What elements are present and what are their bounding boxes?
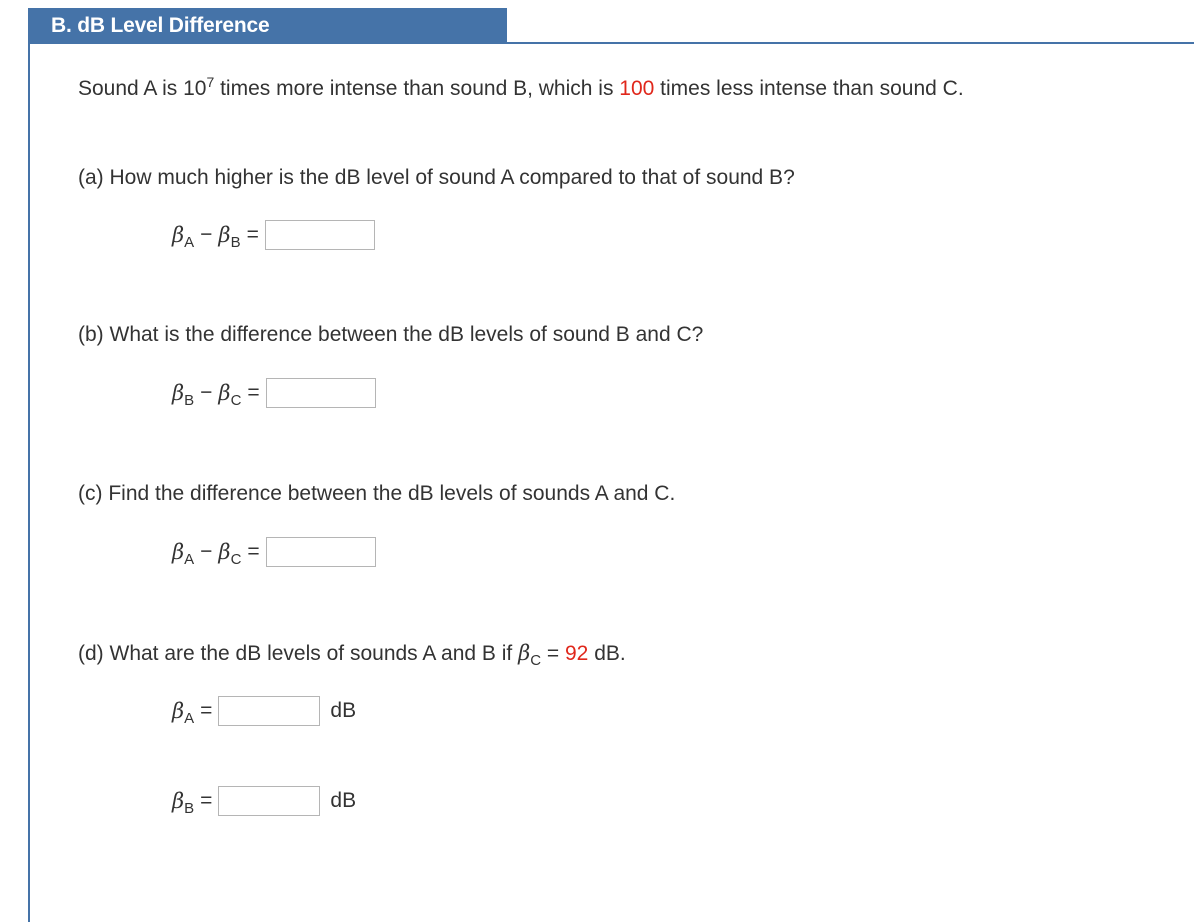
- question-b: (b) What is the difference between the dB levels of sound B and C?: [78, 323, 704, 346]
- equation-d-a: [172, 696, 356, 726]
- beta-symbol: $\beta_B$: [218, 223, 241, 251]
- header-divider: [28, 42, 1194, 44]
- minus-sign: −: [200, 540, 213, 563]
- equation-c: [172, 537, 376, 567]
- equals-sign: =: [247, 381, 260, 404]
- question-d: [78, 641, 626, 669]
- question-panel: [28, 8, 1194, 922]
- minus-sign: −: [200, 381, 213, 404]
- equation-d-b: [172, 786, 356, 816]
- statement-highlight-value: 100: [619, 77, 655, 100]
- beta-symbol: $\beta_B$: [172, 789, 195, 817]
- question-a: (a) How much higher is the dB level of sound A compared to that of sound B?: [78, 166, 795, 189]
- answer-input-d-beta-a[interactable]: [218, 696, 320, 726]
- beta-symbol: $\beta_C$: [218, 540, 242, 568]
- statement-exponent: 7: [206, 74, 215, 90]
- equals-sign: =: [246, 223, 259, 246]
- beta-symbol: $\beta_A$: [172, 223, 195, 251]
- beta-symbol: $\beta_B$: [172, 381, 195, 409]
- beta-symbol: $\beta_C$: [518, 641, 542, 669]
- answer-input-b[interactable]: [266, 378, 376, 408]
- equals-sign: =: [247, 540, 260, 563]
- question-c: (c) Find the difference between the dB levels of sounds A and C.: [78, 482, 676, 505]
- answer-input-a[interactable]: [265, 220, 375, 250]
- equals-sign: =: [200, 699, 213, 722]
- equals-sign: =: [200, 789, 213, 812]
- problem-statement: [78, 74, 964, 101]
- question-d-prefix: (d) What are the dB levels of sounds A and B if: [78, 642, 519, 665]
- equation-a: [172, 220, 375, 250]
- answer-input-c[interactable]: [266, 537, 376, 567]
- question-d-highlight-value: 92: [565, 642, 589, 665]
- section-title: B. dB Level Difference: [28, 8, 507, 43]
- question-d-suffix: dB.: [588, 642, 626, 665]
- beta-symbol: $\beta_A$: [172, 540, 195, 568]
- unit-label: dB: [330, 699, 357, 722]
- minus-sign: −: [200, 223, 213, 246]
- statement-suffix: times less intense than sound C.: [654, 77, 964, 100]
- beta-symbol: $\beta_A$: [172, 699, 195, 727]
- answer-input-d-beta-b[interactable]: [218, 786, 320, 816]
- statement-prefix: Sound A is 10: [78, 77, 207, 100]
- question-d-equals: =: [541, 642, 565, 665]
- panel-left-border: [28, 8, 30, 922]
- beta-symbol: $\beta_C$: [218, 381, 242, 409]
- statement-middle: times more intense than sound B, which is: [214, 77, 620, 100]
- equation-b: [172, 378, 376, 408]
- unit-label: dB: [330, 789, 357, 812]
